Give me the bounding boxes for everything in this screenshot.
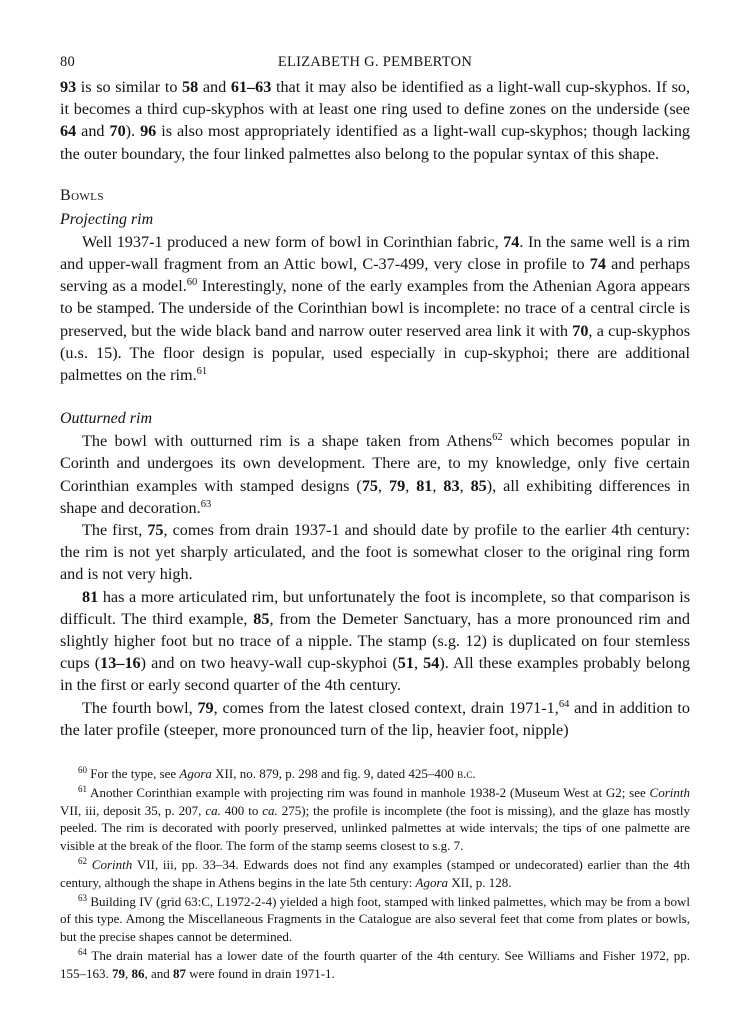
catalogue-number: 51 xyxy=(397,654,414,673)
catalogue-number: 86 xyxy=(131,965,145,981)
footnote-ref[interactable]: 63 xyxy=(200,498,212,510)
footnote-number: 63 xyxy=(78,892,87,903)
footnote-64: $^{64}$ The drain material has a lower date of the fourth quarter of the 4th century. See Williams and Fisher 1972, pp. 155–163. 79, 86, and 87 were found in drain 1971-1. xyxy=(60,947,690,981)
catalogue-number: 87 xyxy=(173,965,187,981)
catalogue-number: 83 xyxy=(443,476,460,495)
footnote-63: $^{63}$ Building IV (grid 63:C, L1972-2-4) yielded a high foot, stamped with linked palmettes, which may be from a bowl of this type. Among the Miscellaneous Fragments in the Catalogue are also several feet that come from plates or bowls, but the precise shapes cannot be determined. xyxy=(60,892,690,944)
footnote-62: $^{62}$ Corinth VII, iii, pp. 33–34. Edwards does not find any examples (stamped or undecorated) earlier than the 4th century, although the shape in Athens begins in the late 5th century: Agora XII, p. 128. xyxy=(60,856,691,890)
catalogue-number: 70 xyxy=(109,122,126,141)
page xyxy=(60,54,690,984)
section-heading-bowls: Bowls xyxy=(60,186,104,204)
catalogue-number: 85 xyxy=(253,609,270,628)
catalogue-number: 13–16 xyxy=(100,654,141,673)
catalogue-number: 54 xyxy=(423,654,440,673)
catalogue-number: 75 xyxy=(361,476,378,495)
catalogue-number: 74 xyxy=(503,232,520,251)
catalogue-number: 81 xyxy=(416,476,433,495)
footnote-ref[interactable]: 60 xyxy=(186,277,198,289)
catalogue-number: 58 xyxy=(182,78,199,96)
subheading-projecting-rim: Projecting rim xyxy=(60,210,154,228)
author-name: ELIZABETH G. PEMBERTON xyxy=(277,54,473,70)
catalogue-number: 70 xyxy=(572,321,589,340)
catalogue-number: 74 xyxy=(589,255,606,274)
catalogue-number: 79 xyxy=(112,965,125,981)
projecting-rim-paragraph: Well 1937-1 produced a new form of bowl in Corinthian fabric, 74. In the same well is a rim and upper-wall fragment from an Attic bowl, C-37-499, very close in profile to 74 and perhaps serving as a model.$^{60}$ Interestingly, none of the early examples from the Athenian Agora appears to be stamped. The underside of the Corinthian bowl is incomplete: no trace of a central circle is preserved, but the wide black band and narrow outer reserved area link it with 70, a cup-skyphos (u.s. 15). The floor design is popular, used especially in cup-skyphoi; there are additional palmettes on the rim.$^{61}$ xyxy=(60,232,690,385)
running-header xyxy=(60,54,690,76)
footnote-61: $^{61}$ Another Corinthian example with projecting rim was found in manhole 1938-2 (Museum West at G2; see Corinth VII, iii, deposit 35, p. 207, ca. 400 to ca. 275); the profile is incomplete (the foot is missing), and the glaze has mostly peeled. The rim is decorated with poorly preserved, unlinked palmettes at wide intervals; the tips of one palmette are visible at the break of the floor. The form of the stamp seems closest to s.g. 7. xyxy=(60,784,690,853)
footnote-number: 64 xyxy=(78,947,87,958)
intro-paragraph: 93 is so similar to 58 and 61–63 that it may also be identified as a light-wall cup-skyphos. If so, it becomes a third cup-skyphos with at least one ring used to define zones on the underside (see 64 and 70). 96 is also most appropriately identified as a light-wall cup-skyphos; though lacking the outer boundary, the four linked palmettes also belong to the popular syntax of this shape. xyxy=(60,78,691,163)
footnote-ref[interactable]: 62 xyxy=(492,432,503,444)
footnote-ref[interactable]: 61 xyxy=(196,366,208,378)
catalogue-number: 85 xyxy=(470,476,487,495)
body-text xyxy=(60,76,690,741)
outturned-paragraph-2: The first, 75, comes from drain 1937-1 and should date by profile to the earlier 4th century: the rim is not yet sharply articulated, and the foot is somewhat closer to the original ring form and is not very high. xyxy=(60,521,690,584)
outturned-paragraph-4: The fourth bowl, 79, comes from the latest closed context, drain 1971-1,64 and in addition to the later profile (steeper, more pronounced turn of the lip, heavier foot, nipple) xyxy=(60,698,690,739)
catalogue-number: 75 xyxy=(147,521,164,540)
footnote-number: 62 xyxy=(78,856,87,867)
subheading-outturned-rim: Outturned rim xyxy=(60,410,152,428)
footnotes xyxy=(60,765,690,982)
footnote-ref[interactable]: 64 xyxy=(558,698,570,710)
catalogue-number: 61–63 xyxy=(230,78,272,96)
catalogue-number: 79 xyxy=(389,476,406,495)
catalogue-number: 79 xyxy=(197,698,214,717)
page-number: 80 xyxy=(60,54,76,70)
catalogue-number: 64 xyxy=(60,122,77,141)
catalogue-number: 81 xyxy=(82,587,99,606)
footnote-number: 61 xyxy=(78,784,87,795)
catalogue-number: 93 xyxy=(60,78,77,96)
outturned-paragraph-1: The bowl with outturned rim is a shape taken from Athens$^{62}$ which becomes popular in Corinth and undergoes its own development. There are, to my knowledge, only five certain Corinthian examples with stamped designs (75, 79, 81, 83, 85), all exhibiting differences in shape and decoration.$^{63}$ xyxy=(60,432,691,517)
catalogue-number: 96 xyxy=(140,122,157,141)
outturned-paragraph-3: 81 has a more articulated rim, but unfortunately the foot is incomplete, so that comparison is difficult. The third example, 85, from the Demeter Sanctuary, has a more pronounced rim and slightly higher foot but no trace of a nipple. The stamp (s.g. 12) is duplicated on four stemless cups (13–16) and on two heavy-wall cup-skyphoi (51, 54). All these examples probably belong in the first or early second quarter of the 4th century. xyxy=(60,587,691,695)
footnote-number: 60 xyxy=(78,765,87,776)
footnote-60: $^{60}$ For the type, see Agora XII, no. 879, p. 298 and fig. 9, dated 425–400 b.c. xyxy=(78,765,476,782)
